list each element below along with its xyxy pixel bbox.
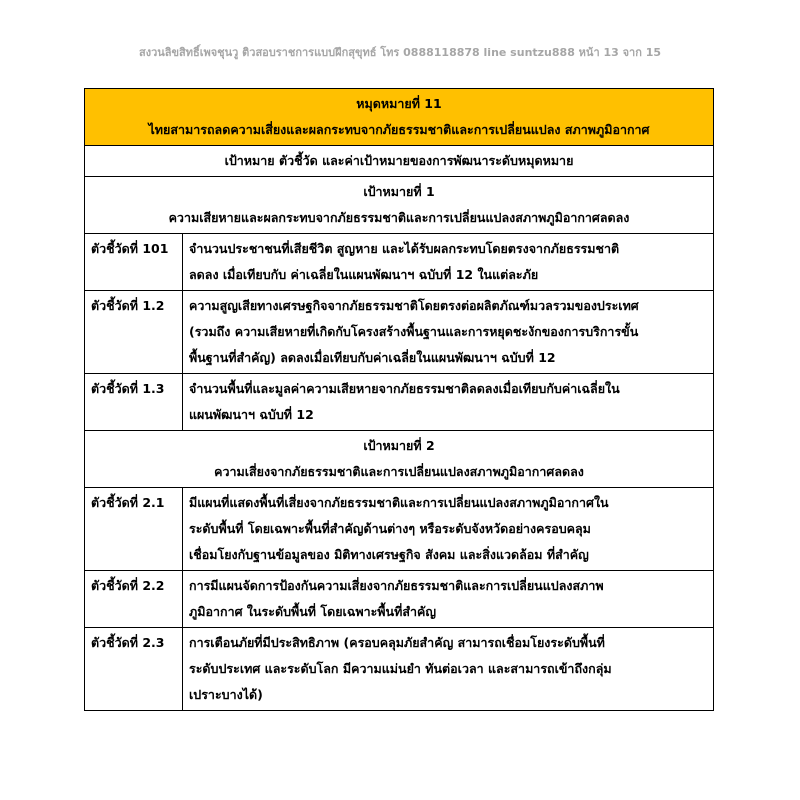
indicator-text-line: การมีแผนจัดการป้องกันความเสี่ยงจากภัยธรรมชาติและการเปลี่ยนแปลงสภาพ [189, 578, 604, 593]
indicator-text-line: มีแผนที่แสดงพื้นที่เสี่ยงจากภัยธรรมชาติและการเปลี่ยนแปลงสภาพภูมิอากาศใน [189, 495, 609, 510]
target-row [85, 177, 714, 234]
indicator-text-line: ระดับประเทศ และระดับโลก มีความแม่นยำ ทันต่อเวลา และสามารถเข้าถึงกลุ่ม [189, 661, 612, 676]
section-heading: เป้าหมาย ตัวชี้วัด และค่าเป้าหมายของการพัฒนาระดับหมุดหมาย [85, 146, 714, 177]
section-heading-row [85, 146, 714, 177]
indicator-label: ตัวชี้วัดที่ 101 [85, 234, 183, 291]
indicator-row [85, 374, 714, 431]
target-heading-cell [85, 431, 714, 488]
indicator-label: ตัวชี้วัดที่ 2.1 [85, 488, 183, 571]
indicator-row [85, 571, 714, 628]
indicator-text-line: จำนวนพื้นที่และมูลค่าความเสียหายจากภัยธรรมชาติลดลงเมื่อเทียบกับค่าเฉลี่ยใน [189, 381, 620, 396]
indicator-row [85, 488, 714, 571]
goal-title-row [85, 89, 714, 146]
indicator-description [183, 291, 714, 374]
indicator-text-line: ภูมิอากาศ ในระดับพื้นที่ โดยเฉพาะพื้นที่สำคัญ [189, 604, 436, 619]
indicator-text-line: แผนพัฒนาฯ ฉบับที่ 12 [189, 407, 314, 422]
indicator-description [183, 488, 714, 571]
goal-subtitle: ไทยสามารถลดความเสี่ยงและผลกระทบจากภัยธรรมชาติและการเปลี่ยนแปลง สภาพภูมิอากาศ [148, 122, 650, 137]
indicator-row [85, 291, 714, 374]
indicator-description [183, 571, 714, 628]
indicator-text-line: ลดลง เมื่อเทียบกับ ค่าเฉลี่ยในแผนพัฒนาฯ ฉบับที่ 12 ในแต่ละภัย [189, 267, 539, 282]
page-header: สงวนลิขสิทธิ์เพจชุนวู ติวสอบราชการแบบฝึกสุขุทธ์ โทร 0888118878 line suntzu888 หน้า 13 จาก 15 [138, 46, 662, 59]
indicator-label: ตัวชี้วัดที่ 2.3 [85, 628, 183, 711]
indicator-text-line: (รวมถึง ความเสียหายที่เกิดกับโครงสร้างพื้นฐานและการหยุดชะงักของการบริการขั้น [189, 324, 639, 339]
indicator-label: ตัวชี้วัดที่ 2.2 [85, 571, 183, 628]
goal-title: หมุดหมายที่ 11 [356, 96, 442, 111]
target-heading-cell [85, 177, 714, 234]
indicator-label: ตัวชี้วัดที่ 1.3 [85, 374, 183, 431]
indicator-text-line: ระดับพื้นที่ โดยเฉพาะพื้นที่สำคัญด้านต่างๆ หรือระดับจังหวัดอย่างครอบคลุม [189, 521, 591, 536]
indicator-row [85, 628, 714, 711]
indicator-row [85, 234, 714, 291]
goals-table [84, 88, 714, 711]
indicator-text-line: การเตือนภัยที่มีประสิทธิภาพ (ครอบคลุมภัยสำคัญ สามารถเชื่อมโยงระดับพื้นที่ [189, 635, 605, 650]
target-title: เป้าหมายที่ 2 [363, 438, 435, 453]
indicator-text-line: ความสูญเสียทางเศรษฐกิจจากภัยธรรมชาติโดยตรงต่อผลิตภัณฑ์มวลรวมของประเทศ [189, 298, 639, 313]
indicator-text-line: จำนวนประชาชนที่เสียชีวิต สูญหาย และได้รับผลกระทบโดยตรงจากภัยธรรมชาติ [189, 241, 620, 256]
indicator-label: ตัวชี้วัดที่ 1.2 [85, 291, 183, 374]
target-title: เป้าหมายที่ 1 [363, 184, 435, 199]
target-description: ความเสี่ยงจากภัยธรรมชาติและการเปลี่ยนแปลงสภาพภูมิอากาศลดลง [214, 464, 584, 479]
indicator-text-line: เปราะบางได้) [189, 687, 263, 702]
target-row [85, 431, 714, 488]
target-description: ความเสียหายและผลกระทบจากภัยธรรมชาติและการเปลี่ยนแปลงสภาพภูมิอากาศลดลง [168, 210, 630, 225]
goal-title-cell [85, 89, 714, 146]
indicator-text-line: พื้นฐานที่สำคัญ) ลดลงเมื่อเทียบกับค่าเฉลี่ยในแผนพัฒนาฯ ฉบับที่ 12 [189, 350, 556, 365]
indicator-text-line: เชื่อมโยงกับฐานข้อมูลของ มิติทางเศรษฐกิจ สังคม และสิ่งแวดล้อม ที่สำคัญ [189, 547, 589, 562]
indicator-description [183, 628, 714, 711]
indicator-description [183, 234, 714, 291]
indicator-description [183, 374, 714, 431]
